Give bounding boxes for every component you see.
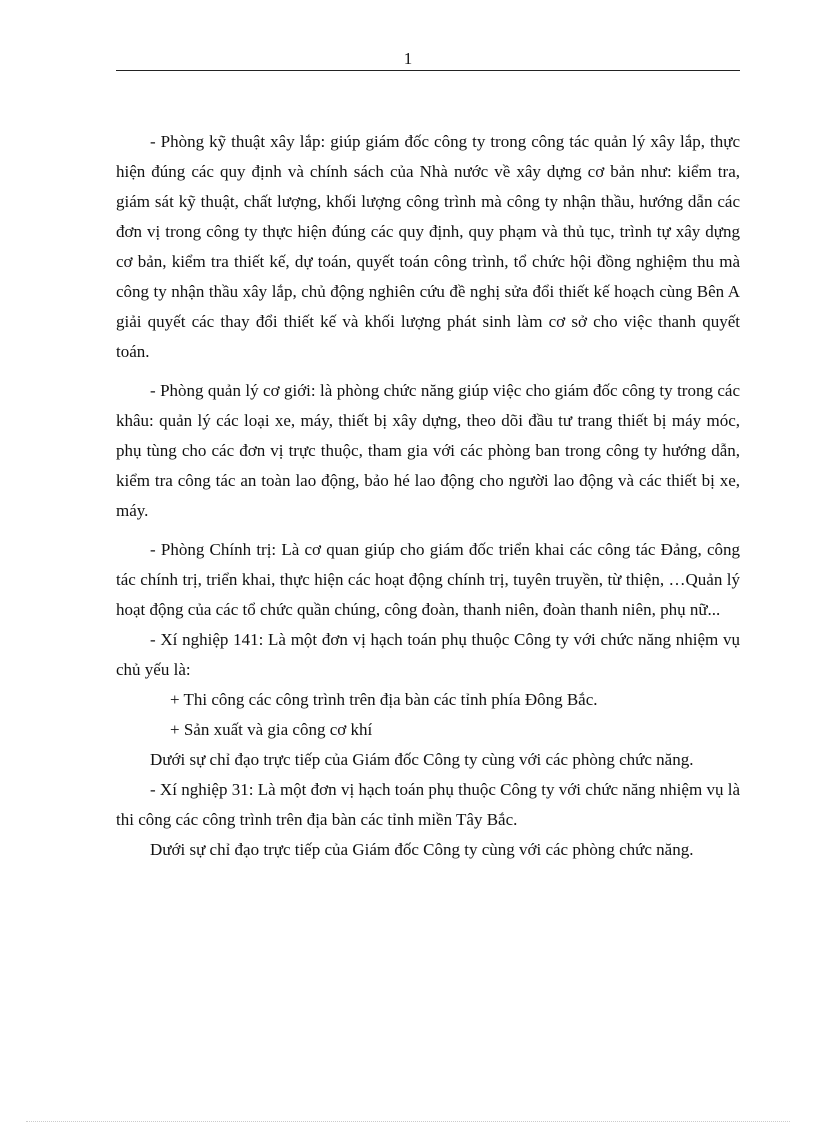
paragraph-chi-dao-1: Dưới sự chỉ đạo trực tiếp của Giám đốc Công ty cùng với các phòng chức năng. — [150, 750, 694, 769]
paragraph-chi-dao-2: Dưới sự chỉ đạo trực tiếp của Giám đốc Công ty cùng với các phòng chức năng. — [150, 840, 694, 859]
page-number: 1 — [403, 49, 413, 68]
list-item-thi-cong: + Thi công các công trình trên địa bàn các tỉnh phía Đông Bắc. — [170, 690, 598, 709]
page-bottom-border — [26, 1121, 790, 1122]
paragraph-phong-quan-ly-co-gioi: - Phòng quản lý cơ giới: là phòng chức năng giúp việc cho giám đốc công ty trong các khâu: quản lý các loại xe, máy, thiết bị xây dựng, theo dõi đầu tư trang thiết bị máy móc, phụ tùng cho các đơn vị trực thuộc, tham gia với các phòng ban trong công ty hướng dẫn, kiểm tra công tác an toàn lao động, bảo hé lao động cho người lao động và các thiết bị xe, máy. — [116, 381, 740, 520]
document-body — [116, 127, 740, 865]
paragraph-xi-nghiep-31: - Xí nghiệp 31: Là một đơn vị hạch toán phụ thuộc Công ty với chức năng nhiệm vụ là thi công các công trình trên địa bàn các tỉnh miền Tây Bắc. — [116, 780, 740, 829]
paragraph-xi-nghiep-141: - Xí nghiệp 141: Là một đơn vị hạch toán phụ thuộc Công ty với chức năng nhiệm vụ chủ yếu là: — [116, 630, 740, 679]
header-rule — [116, 70, 740, 71]
list-item-san-xuat: + Sản xuất và gia công cơ khí — [170, 720, 373, 739]
paragraph-phong-ky-thuat: - Phòng kỹ thuật xây lắp: giúp giám đốc công ty trong công tác quản lý xây lắp, thực hiện đúng các quy định và chính sách của Nhà nước về xây dựng cơ bản như: kiểm tra, giám sát kỹ thuật, chất lượng, khối lượng công trình mà công ty nhận thầu, hướng dẫn các đơn vị trong công ty thực hiện đúng các quy định, quy phạm và thủ tục, trình tự xây dựng cơ bản, kiểm tra thiết kế, dự toán, quyết toán công trình, tổ chức hội đồng nghiệm thu mà công ty nhận thầu xây lắp, chủ động nghiên cứu đề nghị sửa đổi thiết kế hoạch cùng Bên A giải quyết các thay đổi thiết kế và khối lượng phát sinh làm cơ sở cho việc thanh quyết toán. — [116, 132, 740, 361]
paragraph-phong-chinh-tri: - Phòng Chính trị: Là cơ quan giúp cho giám đốc triển khai các công tác Đảng, công tác chính trị, triển khai, thực hiện các hoạt động chính trị, tuyên truyền, từ thiện, …Quản lý hoạt động của các tổ chức quần chúng, công đoàn, thanh niên, đoàn thanh niên, phụ nữ... — [116, 540, 740, 619]
